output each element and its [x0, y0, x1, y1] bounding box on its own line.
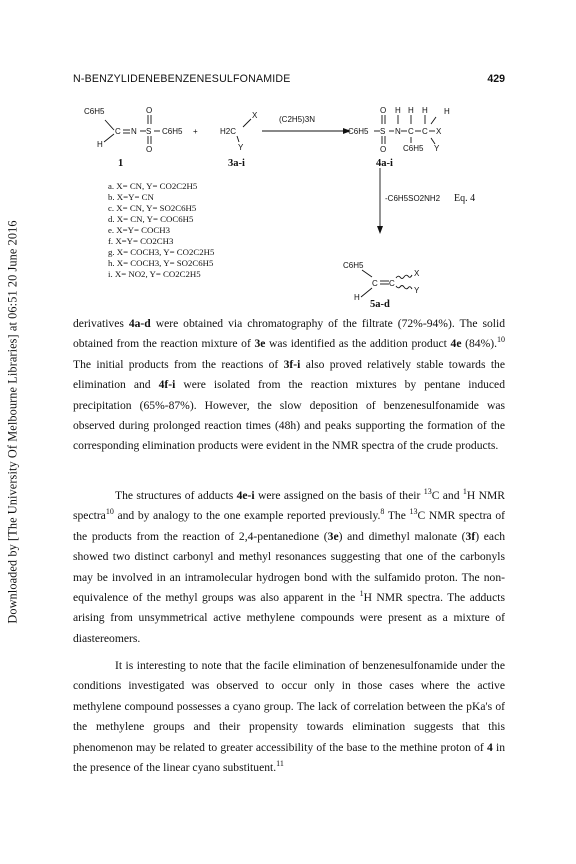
- phenyl-group-label: C6H5: [84, 107, 105, 116]
- download-note: Downloaded by [The University Of Melbourne Libraries] at 06:51 20 June 2016: [5, 220, 20, 624]
- hydrogen-atom-label: H: [444, 107, 450, 116]
- substituent-x-label: X: [252, 111, 258, 120]
- substituent-item: a. X= CN, Y= CO2C2H5: [108, 181, 198, 191]
- hydrogen-atom-label: H: [422, 106, 428, 115]
- oxygen-atom-label: O: [380, 106, 387, 115]
- compound-label-4: 4a-i: [376, 158, 393, 169]
- compound-label-5: 5a-d: [370, 299, 390, 310]
- methylene-group-label: H2C: [220, 127, 237, 136]
- substituent-y-label: Y: [414, 286, 420, 295]
- carbon-atom-label: C: [408, 127, 414, 136]
- plus-sign: +: [193, 127, 198, 136]
- substituent-y-label: Y: [434, 144, 440, 153]
- substituent-list: [108, 181, 215, 279]
- carbon-atom-label: C: [372, 279, 378, 288]
- substituent-item: f. X=Y= CO2CH3: [108, 236, 174, 246]
- substituent-x-label: X: [436, 127, 442, 136]
- hydrogen-atom-label: H: [395, 106, 401, 115]
- phenyl-group-label: C6H5: [162, 127, 183, 136]
- carbon-atom-label: C: [422, 127, 428, 136]
- compound-label-1: 1: [118, 158, 124, 169]
- equation-number: Eq. 4: [454, 193, 476, 204]
- hydrogen-atom-label: H: [354, 293, 360, 302]
- hydrogen-atom-label: H: [97, 140, 103, 149]
- elimination-byproduct-label: -C6H5SO2NH2: [385, 194, 441, 203]
- reaction-scheme: [78, 100, 498, 310]
- phenyl-group-label: C6H5: [343, 261, 364, 270]
- sulfur-atom-label: S: [380, 127, 386, 136]
- substituent-y-label: Y: [238, 143, 244, 152]
- nitrogen-atom-label: N: [395, 127, 401, 136]
- oxygen-atom-label: O: [146, 145, 153, 154]
- substituent-x-label: X: [414, 269, 420, 278]
- substituent-item: g. X= COCH3, Y= CO2C2H5: [108, 247, 215, 257]
- oxygen-atom-label: O: [146, 106, 153, 115]
- download-watermark: [4, 182, 22, 662]
- page-header: [73, 73, 505, 91]
- page-number: 429: [487, 73, 505, 85]
- phenyl-group-label: C6H5: [403, 144, 424, 153]
- substituent-item: b. X=Y= CN: [108, 192, 154, 202]
- running-title: N-BENZYLIDENEBENZENESULFONAMIDE: [73, 73, 291, 85]
- substituent-item: e. X=Y= COCH3: [108, 225, 170, 235]
- hydrogen-atom-label: H: [408, 106, 414, 115]
- paragraph-structures: The structures of adducts 4e-i were assigned on the basis of their $^{13}$C and $^1$H NMR spectra$^{10}$ and by analogy to the one example reported previously.$^8$ The $^{13}$C NMR spectra of the products from the reaction of 2,4-pentanedione (3e) and dimethyl malonate (3f) each showed two distinct carbonyl and methyl resonances suggesting that one of the carbonyls may be involved in an intramolecular hydrogen bond with the sulfamido proton. The non-equivalence of the methyl groups was also apparent in the $^1$H NMR spectra. The adducts arising from unsymmetrical active methylene compounds were present as a mixture of diastereomers.: [73, 487, 506, 645]
- substituent-item: d. X= CN, Y= COC6H5: [108, 214, 194, 224]
- phenyl-group-label: C6H5: [348, 127, 369, 136]
- paragraph-discussion: It is interesting to note that the facile elimination of benzenesulfonamide under the conditions investigated was observed to occur only in those cases where the active methylene compound possesses a cyano group. The lack of correlation between the pKa's of the methylene groups and their propensity towards elimination suggests that this phenomenon may be related to greater accessibility of the base to the methine proton of 4 in the presence of the linear cyano substituent.$^{11}$: [73, 659, 506, 775]
- carbon-atom-label: C: [115, 127, 121, 136]
- oxygen-atom-label: O: [380, 145, 387, 154]
- sulfur-atom-label: S: [146, 127, 152, 136]
- substituent-item: h. X= COCH3, Y= SO2C6H5: [108, 258, 214, 268]
- compound-label-3: 3a-i: [228, 158, 245, 169]
- nitrogen-atom-label: N: [131, 127, 137, 136]
- substituent-item: i. X= NO2, Y= CO2C2H5: [108, 269, 201, 279]
- base-reagent-label: (C2H5)3N: [279, 115, 316, 124]
- paragraph-results: derivatives 4a-d were obtained via chromatography of the filtrate (72%-94%). The solid obtained from the reaction mixture of 3e was identified as the addition product 4e (84%).$^{10}$ The initial products from the reactions of 3f-i also proved relatively stable towards the elimination and 4f-i were isolated from the reaction mixtures by pentane induced precipitation (65%-87%). However, the slow deposition of benzenesulfonamide was observed during prolonged reaction times (48h) and peaks supporting the formation of the corresponding elimination products were evident in the NMR spectra of the crude products.: [73, 317, 506, 453]
- carbon-atom-label: C: [389, 279, 395, 288]
- reaction-scheme-drawing: [78, 100, 498, 310]
- substituent-item: c. X= CN, Y= SO2C6H5: [108, 203, 197, 213]
